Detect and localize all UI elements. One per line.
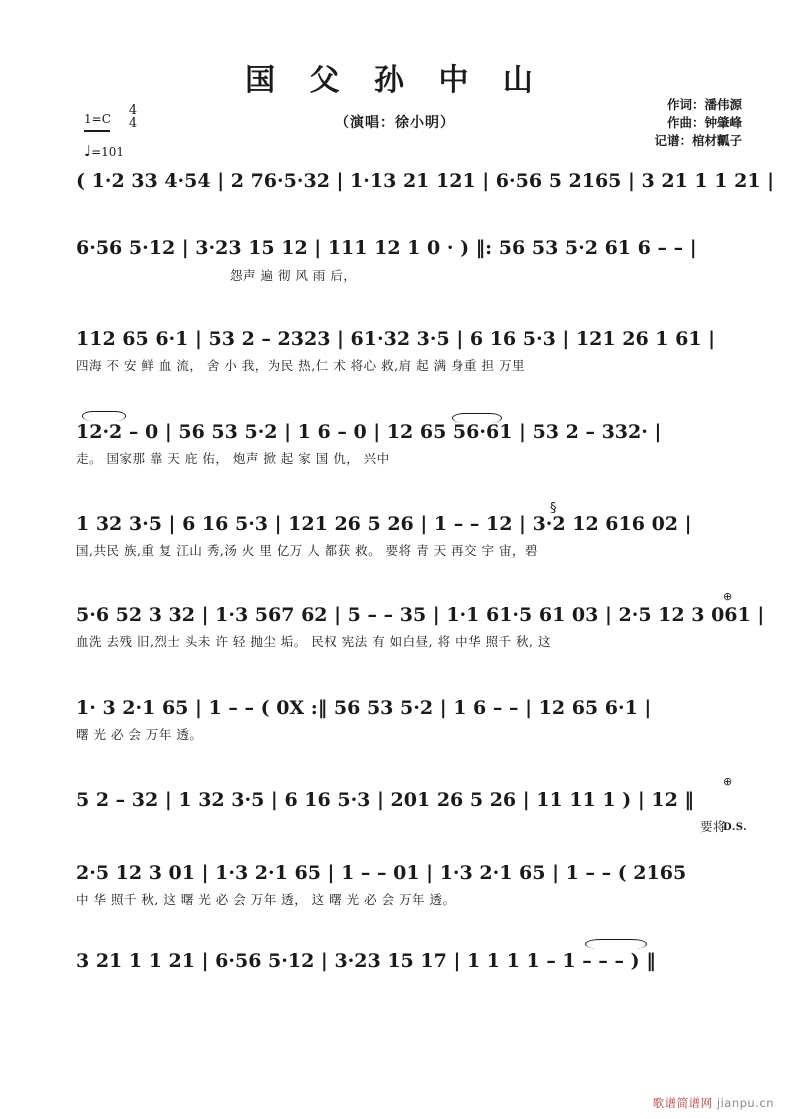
tempo-value: =101 bbox=[91, 145, 125, 159]
notation-row: 2·5 12 3 01 | 1·3 2·1 65 | 1 – – 01 | 1·3 2·1 65 | 1 – – ( 2165 bbox=[76, 862, 687, 884]
notation-row: 1· 3 2·1 65 | 1 – – ( 0X :‖ 56 53 5·2 | 1 6 – – | 12 65 6·1 | bbox=[76, 697, 652, 719]
notation-row: 6·56 5·12 | 3·23 15 12 | 111 12 1 0 · ) ‖: 56 53 5·2 61 6 – – | bbox=[76, 237, 697, 259]
notation-row: 5·6 52 3 32 | 1·3 567 62 | 5 – – 35 | 1·1 61·5 61 03 | 2·5 12 3 061 | bbox=[76, 604, 765, 626]
notation-row: 112 65 6·1 | 53 2 – 2323 | 61·32 3·5 | 6 16 5·3 | 121 26 1 61 | bbox=[76, 328, 716, 350]
quarter-note-icon: ♩ bbox=[84, 142, 92, 160]
lyric-row: 国,共民 族,重 复 江山 秀,汤 火 里 亿万 人 都获 救。 要将 青 天 再交 宇 宙，碧 bbox=[76, 543, 538, 558]
time-signature bbox=[126, 104, 140, 130]
lyric-row: 血洗 去残 旧,烈士 头未 许 轻 抛尘 垢。 民权 宪法 有 如白昼, 将 中华 照千 秋, 这 bbox=[76, 634, 551, 649]
watermark-cn: 歌谱简谱网 bbox=[652, 1096, 713, 1110]
time-signature-divider bbox=[84, 130, 110, 132]
notation-row: 5 2 – 32 | 1 32 3·5 | 6 16 5·3 | 201 26 5 26 | 11 11 1 ) | 12 ‖ bbox=[76, 789, 694, 811]
time-signature-numerator: 4 bbox=[128, 103, 138, 118]
tempo-marking bbox=[84, 142, 124, 160]
lyric-row: 怨声 遍 彻 风 雨 后， bbox=[230, 268, 357, 283]
notation-row: 1 32 3·5 | 6 16 5·3 | 121 26 5 26 | 1 – – 12 | 3·2 12 616 02 | bbox=[76, 513, 692, 535]
tie-arc bbox=[452, 413, 502, 423]
coda-icon: ⊕ bbox=[723, 775, 733, 788]
credits-block bbox=[654, 96, 742, 150]
lyric-row: 曙 光 必 会 万年 透。 bbox=[76, 727, 203, 742]
coda-icon: ⊕ bbox=[723, 590, 733, 603]
time-signature-denominator: 4 bbox=[128, 116, 138, 131]
watermark bbox=[653, 1095, 774, 1111]
page-title: 国 父 孙 中 山 bbox=[245, 63, 545, 98]
credit-lyricist: 作词：潘伟源 bbox=[666, 97, 742, 112]
lyric-row: 中 华 照千 秋, 这 曙 光 必 会 万年 透， 这 曙 光 必 会 万年 透。 bbox=[76, 892, 456, 907]
tie-arc bbox=[585, 939, 647, 949]
credit-composer: 作曲：钟肇峰 bbox=[666, 115, 742, 130]
notation-row: 12·2 – 0 | 56 53 5·2 | 1 6 – 0 | 12 65 56·61 | 53 2 – 332· | bbox=[76, 421, 662, 443]
notation-row: 3 21 1 1 21 | 6·56 5·12 | 3·23 15 17 | 1 1 1 1 – 1 – – – ) ‖ bbox=[76, 950, 656, 972]
singer-label: （演唱：徐小明） bbox=[335, 115, 455, 131]
notation-row: ( 1·2 33 4·54 | 2 76·5·32 | 1·13 21 121 | 6·56 5 2165 | 3 21 1 1 21 | bbox=[76, 170, 775, 192]
key-signature: 1=C bbox=[84, 112, 111, 126]
lyric-row: 四海 不 安 鲜 血 流， 舍 小 我，为民 热,仁 术 将心 救,肩 起 满 身重 担 万里 bbox=[76, 358, 525, 373]
lyric-row: 走。 国家那 靠 天 庇 佑， 炮声 掀 起 家 国 仇， 兴中 bbox=[76, 451, 390, 466]
segno-icon: § bbox=[550, 501, 557, 516]
tie-arc bbox=[82, 411, 126, 421]
ds-mark: D.S. bbox=[723, 822, 748, 833]
lyric-row: 要将 bbox=[700, 819, 727, 834]
watermark-en: jianpu.cn bbox=[716, 1096, 774, 1110]
credit-transcriber: 记谱：棺材瓤子 bbox=[654, 133, 742, 148]
